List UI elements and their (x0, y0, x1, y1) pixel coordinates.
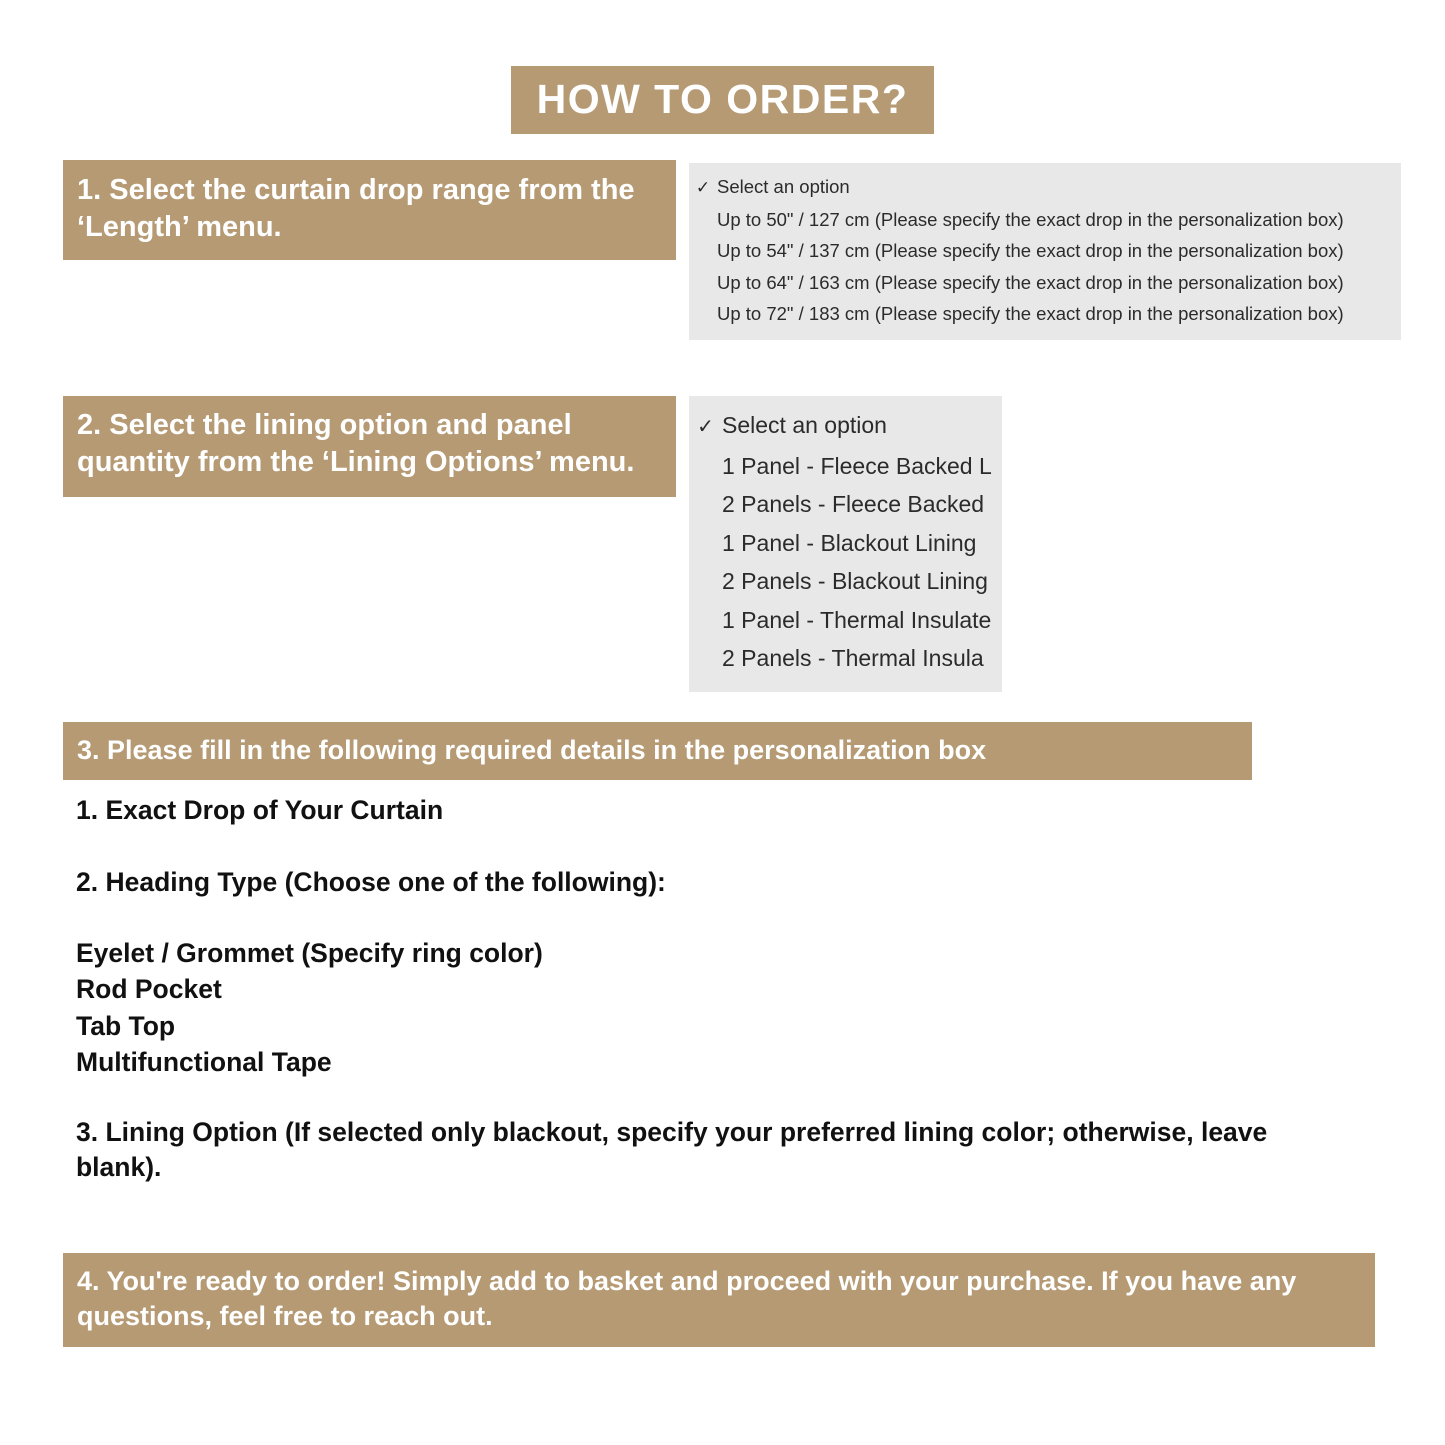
length-option-1[interactable]: Up to 50" / 127 cm (Please specify the exact drop in the personalization box) (717, 208, 1344, 230)
lining-option-3[interactable]: 1 Panel - Blackout Lining (722, 529, 977, 556)
length-dropdown-selected[interactable] (689, 171, 1401, 204)
check-icon: ✓ (697, 416, 714, 438)
heading-type-2: Rod Pocket (76, 974, 222, 1005)
length-option-4[interactable]: Up to 72" / 183 cm (Please specify the exact drop in the personalization box) (717, 303, 1344, 324)
length-dropdown[interactable] (689, 163, 1401, 340)
step-3-banner: 3. Please fill in the following required details in the personalization box (63, 722, 1252, 780)
length-option-2[interactable]: Up to 54" / 137 cm (Please specify the exact drop in the personalization box) (717, 240, 1344, 261)
detail-item-3: 3. Lining Option (If selected only blackout, specify your preferred lining color; otherwise, leave blank). (76, 1117, 1268, 1183)
lining-option-6[interactable]: 2 Panels - Thermal Insula (722, 645, 984, 671)
lining-dropdown-selected[interactable] (689, 406, 1002, 447)
lining-dropdown-selected-label: Select an option (722, 412, 887, 438)
detail-item-2: 2. Heading Type (Choose one of the following): (76, 867, 666, 897)
step-1-banner: 1. Select the curtain drop range from the ‘Length’ menu. (63, 160, 676, 260)
lining-option-2[interactable]: 2 Panels - Fleece Backed (722, 491, 985, 517)
step-2-banner: 2. Select the lining option and panel quantity from the ‘Lining Options’ menu. (63, 396, 676, 497)
detail-item-1: 1. Exact Drop of Your Curtain (76, 795, 444, 825)
page-title: HOW TO ORDER? (511, 66, 935, 134)
heading-type-list (76, 935, 543, 1080)
length-option-3[interactable]: Up to 64" / 163 cm (Please specify the exact drop in the personalization box) (717, 271, 1344, 293)
lining-option-4[interactable]: 2 Panels - Blackout Lining (722, 568, 988, 594)
lining-option-1[interactable]: 1 Panel - Fleece Backed L (722, 452, 992, 479)
lining-option-5[interactable]: 1 Panel - Thermal Insulate (722, 606, 992, 633)
page-title-container (0, 66, 1445, 134)
heading-type-1: Eyelet / Grommet (Specify ring color) (76, 938, 543, 968)
heading-type-4: Multifunctional Tape (76, 1046, 332, 1077)
length-dropdown-selected-label: Select an option (717, 176, 850, 197)
step-4-banner: 4. You're ready to order! Simply add to basket and proceed with your purchase. If you have any questions, feel free to reach out. (63, 1253, 1375, 1347)
check-icon: ✓ (695, 178, 711, 197)
heading-type-3: Tab Top (76, 1010, 176, 1041)
lining-options-dropdown[interactable] (689, 396, 1002, 692)
